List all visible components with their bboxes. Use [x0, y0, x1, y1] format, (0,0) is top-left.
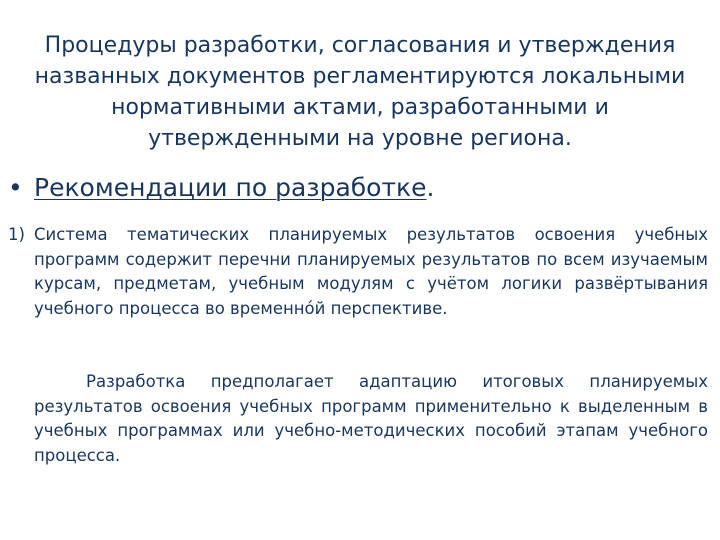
list-item-text: Система тематических планируемых результатов освоения учебных программ содержит перечни планируемых результатов по всем изучаемым курсам, предметам, учебным модулям с учётом логики развёртывания учебного процесса во временнóй перспективе.	[34, 225, 708, 318]
list-item-number: 1)	[8, 225, 25, 244]
bullet-marker: •	[8, 173, 23, 202]
recommendations-heading	[8, 172, 708, 204]
slide-title: Процедуры разработки, согласования и утверждения названных документов регламентируются локальными нормативными актами, разработанными и утвержденными на уровне региона.	[34, 33, 686, 151]
paragraph-development: Разработка предполагает адаптацию итоговых планируемых результатов освоения учебных программ применительно к выделенным в учебных программах или учебно-методических пособий этапам учебного процесса.	[34, 372, 708, 465]
heading-suffix: .	[426, 173, 435, 202]
recommendations-link[interactable]: Рекомендации по разработке	[34, 173, 427, 202]
list-item	[8, 223, 708, 321]
